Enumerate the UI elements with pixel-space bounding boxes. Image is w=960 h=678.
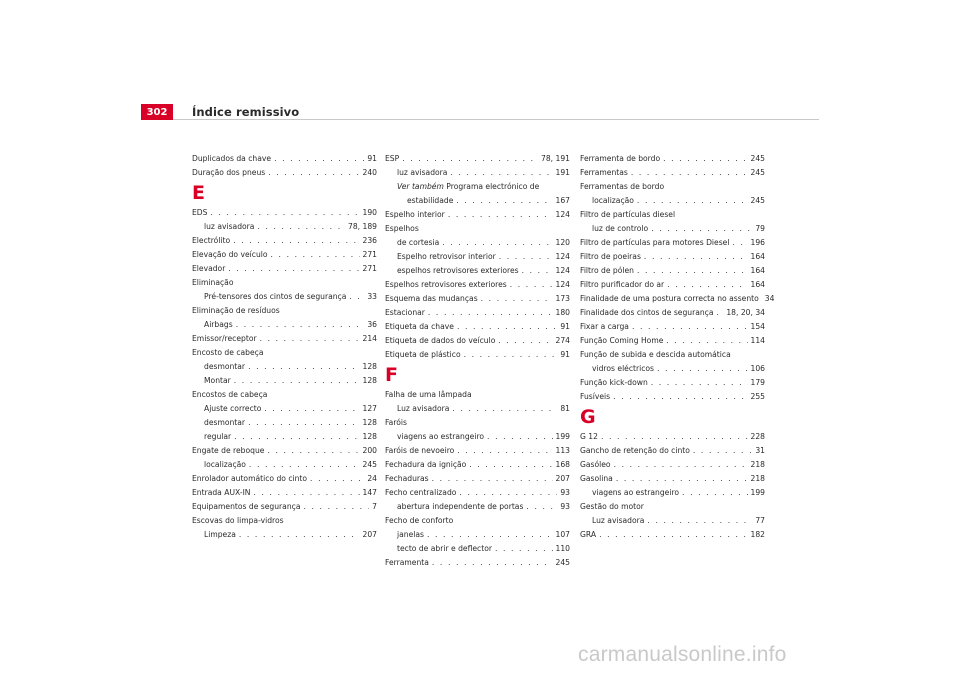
page-number: 302	[146, 106, 168, 118]
index-entry[interactable]: Ferramenta . . . 245	[385, 556, 570, 570]
index-see-also	[385, 180, 570, 194]
index-entry[interactable]: Fecho centralizado . . . 93	[385, 486, 570, 500]
index-entry[interactable]: Função Coming Home . . . 114	[580, 334, 765, 348]
index-entry[interactable]: Elevação do veículo . . . 271	[192, 248, 377, 262]
index-subentry[interactable]: Espelho retrovisor interior . . . 124	[385, 250, 570, 264]
index-entry[interactable]: Etiqueta de dados do veículo . . . 274	[385, 334, 570, 348]
index-subentry[interactable]: Airbags . . . 36	[192, 318, 377, 332]
index-entry[interactable]: Duplicados da chave . . . 91	[192, 152, 377, 166]
page-number-badge	[141, 104, 173, 120]
index-subentry[interactable]: localização . . . 245	[192, 458, 377, 472]
index-entry[interactable]: Duração dos pneus . . . 240	[192, 166, 377, 180]
index-subentry[interactable]: estabilidade . . . 167	[385, 194, 570, 208]
index-entry[interactable]: Equipamentos de segurança . . . 7	[192, 500, 377, 514]
index-entry[interactable]: Fixar a carga . . . 154	[580, 320, 765, 334]
index-entry[interactable]: Espelhos retrovisores exteriores . . . 124	[385, 278, 570, 292]
index-entry[interactable]: Faróis de nevoeiro . . . 113	[385, 444, 570, 458]
index-subentry[interactable]: desmontar . . . 128	[192, 360, 377, 374]
index-subentry[interactable]: Montar . . . 128	[192, 374, 377, 388]
index-heading: Função de subida e descida automática	[580, 350, 731, 359]
index-subentry[interactable]: Luz avisadora . . . 77	[580, 514, 765, 528]
index-column-3	[580, 152, 775, 542]
index-entry[interactable]: Etiqueta da chave . . . 91	[385, 320, 570, 334]
index-entry[interactable]: Etiqueta de plástico . . . 91	[385, 348, 570, 362]
index-entry[interactable]: Finalidade dos cintos de segurança . . . 18, 20, 34	[580, 306, 765, 320]
index-entry[interactable]: Entrada AUX-IN . . . 147	[192, 486, 377, 500]
index-entry[interactable]: Gasóleo . . . 218	[580, 458, 765, 472]
index-entry[interactable]: Gasolina . . . 218	[580, 472, 765, 486]
index-entry[interactable]: Filtro de partículas para motores Diesel . . . 196	[580, 236, 765, 250]
index-subentry[interactable]: tecto de abrir e deflector . . . 110	[385, 542, 570, 556]
index-entry[interactable]: EDS . . . 190	[192, 206, 377, 220]
index-heading: Filtro de partículas diesel	[580, 210, 676, 219]
index-subentry[interactable]: localização . . . 245	[580, 194, 765, 208]
index-heading: Faróis	[385, 418, 407, 427]
index-heading: Espelhos	[385, 224, 419, 233]
section-letter-e: E	[192, 182, 205, 204]
index-entry[interactable]: Fechadura da ignição . . . 168	[385, 458, 570, 472]
index-subentry[interactable]: viagens ao estrangeiro . . . 199	[580, 486, 765, 500]
index-entry[interactable]: Ferramentas . . . 245	[580, 166, 765, 180]
index-subentry[interactable]: espelhos retrovisores exteriores . . . 124	[385, 264, 570, 278]
index-subentry[interactable]: Pré-tensores dos cintos de segurança . . . 33	[192, 290, 377, 304]
index-subentry[interactable]: Limpeza . . . 207	[192, 528, 377, 542]
index-subentry[interactable]: desmontar . . . 128	[192, 416, 377, 430]
index-entry[interactable]: Fechaduras . . . 207	[385, 472, 570, 486]
index-subentry[interactable]: Ajuste correcto . . . 127	[192, 402, 377, 416]
index-column-1	[192, 152, 377, 542]
index-heading: Gestão do motor	[580, 502, 644, 511]
index-subentry[interactable]: luz avisadora . . . 191	[385, 166, 570, 180]
header-divider	[173, 119, 819, 120]
index-entry[interactable]: Electrólito . . . 236	[192, 234, 377, 248]
index-subentry[interactable]: regular . . . 128	[192, 430, 377, 444]
index-entry[interactable]: Esquema das mudanças . . . 173	[385, 292, 570, 306]
index-entry[interactable]: Fusíveis . . . 255	[580, 390, 765, 404]
see-also-label: Ver também	[397, 182, 444, 191]
index-subentry[interactable]: viagens ao estrangeiro . . . 199	[385, 430, 570, 444]
index-entry[interactable]: Engate de reboque . . . 200	[192, 444, 377, 458]
index-column-2	[385, 152, 570, 570]
index-entry[interactable]: Filtro de poeiras . . . 164	[580, 250, 765, 264]
index-heading: Encosto de cabeça	[192, 348, 264, 357]
index-subentry[interactable]: de cortesia . . . 120	[385, 236, 570, 250]
index-entry[interactable]: Ferramenta de bordo . . . 245	[580, 152, 765, 166]
index-heading: Eliminação	[192, 278, 234, 287]
see-also-text[interactable]: Programa electrónico de	[446, 182, 540, 191]
page-title: Índice remissivo	[192, 105, 300, 119]
index-entry[interactable]: Emissor/receptor . . . 214	[192, 332, 377, 346]
index-entry[interactable]: Finalidade de uma postura correcta no assento 34	[580, 294, 775, 303]
index-subentry[interactable]: luz avisadora . . . 78, 189	[192, 220, 377, 234]
index-entry[interactable]: G 12 . . . 228	[580, 430, 765, 444]
index-heading: Encostos de cabeça	[192, 390, 268, 399]
index-entry[interactable]: Gancho de retenção do cinto . . . 31	[580, 444, 765, 458]
index-entry[interactable]: Elevador . . . 271	[192, 262, 377, 276]
index-entry[interactable]: GRA . . . 182	[580, 528, 765, 542]
section-letter-f: F	[385, 364, 398, 386]
index-subentry[interactable]: luz de controlo . . . 79	[580, 222, 765, 236]
index-subentry[interactable]: abertura independente de portas . . . 93	[385, 500, 570, 514]
index-subentry[interactable]: janelas . . . 107	[385, 528, 570, 542]
index-heading: Ferramentas de bordo	[580, 182, 665, 191]
index-heading: Fecho de conforto	[385, 516, 454, 525]
index-subentry[interactable]: Luz avisadora . . . 81	[385, 402, 570, 416]
index-entry[interactable]: Função kick-down . . . 179	[580, 376, 765, 390]
watermark: carmanualsonline.info	[578, 643, 787, 666]
index-subentry[interactable]: vidros eléctricos . . . 106	[580, 362, 765, 376]
index-entry[interactable]: Filtro de pólen . . . 164	[580, 264, 765, 278]
index-entry[interactable]: Estacionar . . . 180	[385, 306, 570, 320]
index-entry[interactable]: Enrolador automático do cinto . . . 24	[192, 472, 377, 486]
index-heading: Eliminação de resíduos	[192, 306, 280, 315]
index-entry[interactable]: Espelho interior . . . 124	[385, 208, 570, 222]
section-letter-g: G	[580, 406, 596, 428]
index-heading: Falha de uma lâmpada	[385, 390, 472, 399]
index-entry[interactable]: ESP . . . 78, 191	[385, 152, 570, 166]
index-heading: Escovas do limpa-vidros	[192, 516, 284, 525]
index-entry[interactable]: Filtro purificador do ar . . . 164	[580, 278, 765, 292]
